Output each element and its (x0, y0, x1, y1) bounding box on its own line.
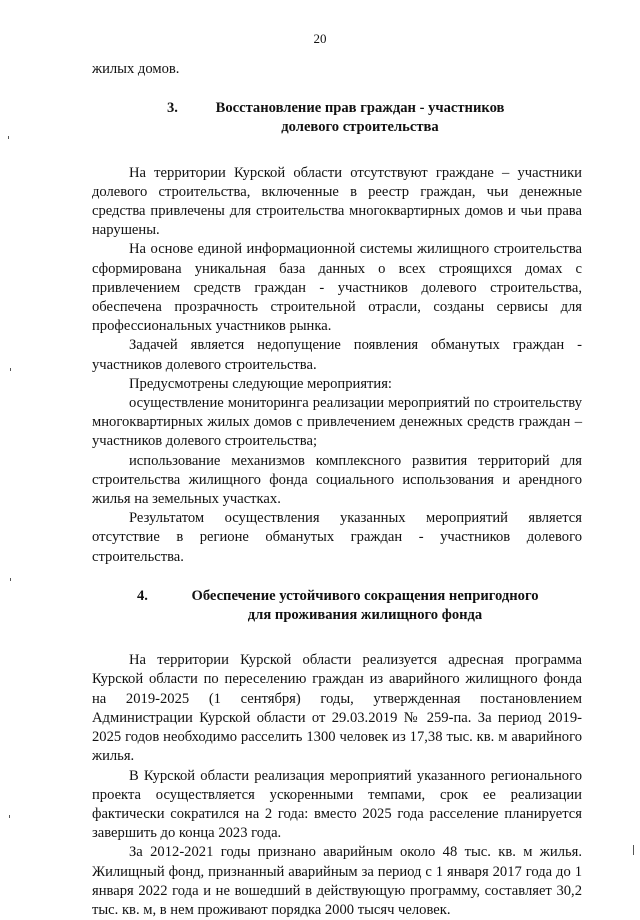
section-4-title (183, 587, 547, 625)
paragraph: За 2012-2021 годы признано аварийным около 48 тыс. кв. м жилья. Жилищный фонд, признанный аварийным за период с 1 января 2017 года до 1 января 2022 года и не вошедший в действующую программу, составляет 30,2 тыс. кв. м, в нем проживают порядка 2000 тысяч человек. (92, 844, 582, 918)
scan-speck (10, 578, 11, 581)
section-4-title-line-2: для проживания жилищного фонда (247, 607, 483, 624)
intro-text: жилых домов. (92, 61, 180, 77)
scan-speck (9, 815, 10, 818)
scan-speck (8, 136, 9, 139)
document-body (92, 60, 582, 920)
paragraph: осуществление мониторинга реализации мероприятий по строительству многоквартирных жилых домов с привлечением денежных средств граждан – участников долевого строительства; (92, 395, 582, 450)
paragraph: В Курской области реализация мероприятий указанного регионального проекта осуществляется ускоренными темпами, срок ее реализации фактически сократился на 2 года: вместо 2025 года расселение планируется завершить до конца 2023 года. (92, 767, 582, 842)
section-3-number: 3. (167, 100, 178, 117)
paragraph: Предусмотрены следующие мероприятия: (129, 375, 392, 392)
section-4-number: 4. (137, 587, 148, 604)
paragraph: На основе единой информационной системы жилищного строительства сформирована уникальная база данных о всех строящихся домах с привлечением средств граждан - участников долевого строительства, обеспечена прозрачность строительной отрасли, созданы сервисы для профессиональных участников рынка. (92, 241, 582, 335)
paragraph: Результатом осуществления указанных мероприятий является отсутствие в регионе обманутых граждан - участников долевого строительства. (92, 510, 582, 565)
section-3-title-line-1: Восстановление прав граждан - участников (215, 100, 505, 117)
scan-speck (10, 368, 11, 371)
page-number: 20 (313, 31, 327, 46)
paragraph: использование механизмов комплексного развития территорий для строительства жилищного фонда социального использования и арендного жилья на земельных участках. (92, 452, 582, 508)
paragraph: На территории Курской области отсутствуют граждане – участники долевого строительства, включенные в реестр граждан, чьи денежные средства привлечены для строительства многоквартирных домов и чьи права нарушены. (92, 164, 582, 239)
section-4-heading (137, 587, 547, 625)
section-4-title-line-1: Обеспечение устойчивого сокращения непригодного (191, 587, 539, 604)
paragraph: На территории Курской области реализуется адресная программа Курской области по переселению граждан из аварийного жилищного фонда на 2019-2025 (1 сентября) годы, утвержденная постановлением Администрации Курской области от 29.03.2019 № 259-па. За период 2019-2025 годов необходимо расселить 1300 человек из 17,38 тыс. кв. м аварийного жилья. (92, 652, 582, 765)
scan-speck (633, 845, 634, 855)
section-3-title (213, 99, 507, 137)
section-3-title-line-2: долевого строительства (281, 119, 439, 136)
paragraph: Задачей является недопущение появления обманутых граждан - участников долевого строительства. (92, 337, 582, 373)
section-3-heading (167, 99, 507, 137)
